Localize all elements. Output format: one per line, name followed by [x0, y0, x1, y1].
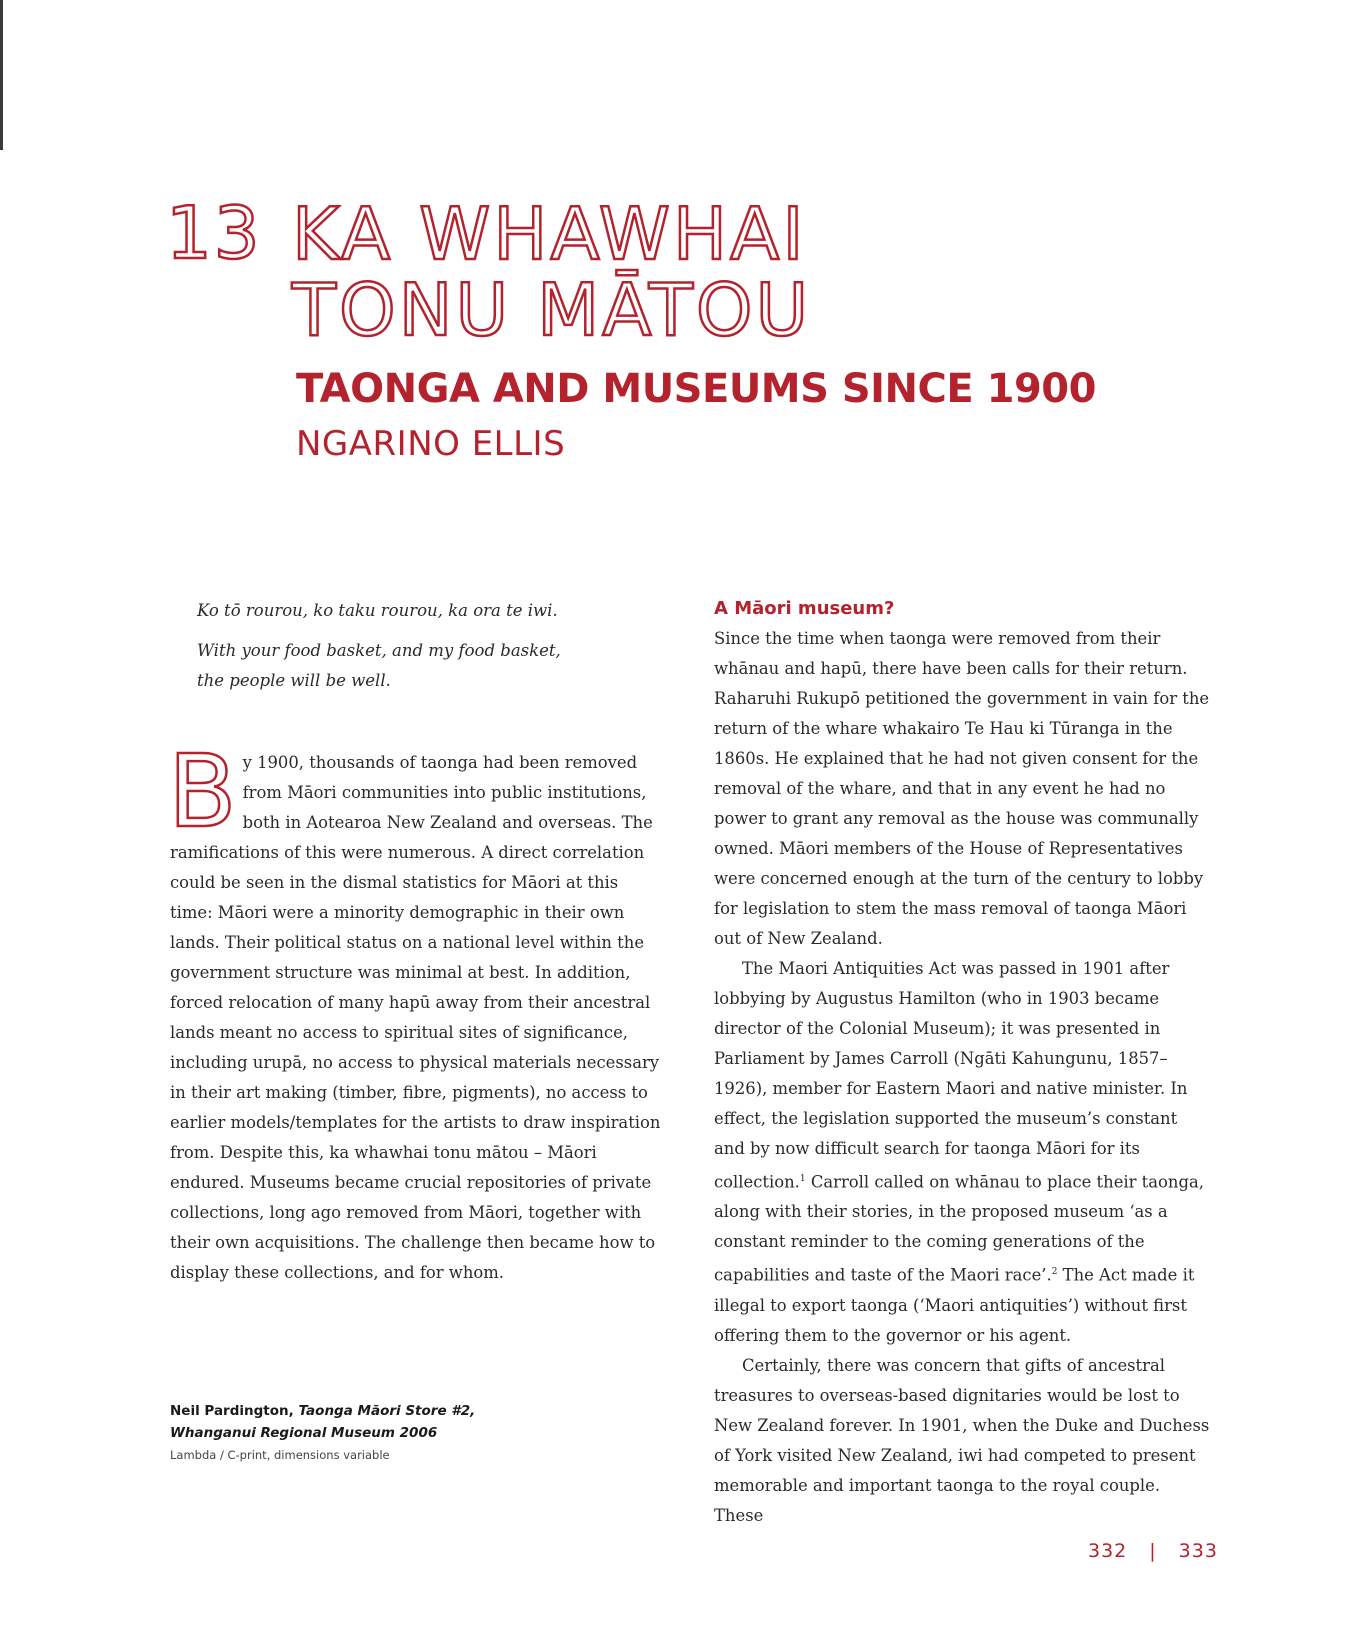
epigraph-english-line-1: With your food basket, and my food basket, — [197, 641, 561, 660]
right-column — [714, 594, 1212, 1531]
image-caption — [170, 1400, 590, 1466]
caption-work-title-a: Taonga Māori Store #2, — [298, 1403, 476, 1419]
epigraph-maori: Ko tō rourou, ko taku rourou, ka ora te iwi. — [197, 601, 558, 620]
page-number-right: 333 — [1178, 1540, 1218, 1562]
page-edge-mark — [0, 0, 3, 150]
drop-cap: B — [168, 733, 237, 850]
right-paragraph-3: Certainly, there was concern that gifts of ancestral treasures to overseas-based dignitaries would be lost to New Zealand forever. In 1901, when the Duke and Duchess of York visited New Zealand, iwi had competed to present memorable and important taonga to the royal couple. These — [714, 1355, 1210, 1525]
footnote-marker-2: 2 — [1051, 1267, 1058, 1278]
right-paragraph-2 — [714, 954, 1212, 1351]
footnote-marker-1: 1 — [799, 1174, 806, 1184]
epigraph-english-line-2: the people will be well. — [197, 671, 391, 690]
chapter-title-line-2: TONU MĀTOU — [292, 268, 812, 352]
intro-paragraph — [168, 733, 664, 1288]
right-paragraph-1: Since the time when taonga were removed from their whānau and hapū, there have been calls for their return. Raharuhi Rukupō petitioned the government in vain for the return of the whare whakairo Te Hau ki Tūranga in the 1860s. He explained that he had not given consent for the removal of the whare, and that in any event he had no power to grant any removal as the house was communally owned. Māori members of the House of Representatives were concerned enough at the turn of the century to lobby for legislation to stem the mass removal of taonga Māori out of New Zealand. — [714, 629, 1210, 948]
chapter-title — [292, 192, 1072, 352]
right-paragraph-2-c: The Act made it illegal to export taonga (‘Maori antiquities’) without first offering them to the governor or his agent. — [714, 1265, 1195, 1345]
section-heading: A Māori museum? — [714, 598, 895, 619]
right-paragraph-2-a: The Maori Antiquities Act was passed in 1901 after lobbying by Augustus Hamilton (who in 1903 became director of the Colonial Museum); it was presented in Parliament by James Carroll (Ngāti Kahungunu, 1857–1926), member for Eastern Maori and native minister. In effect, the legislation supported the museum’s constant and by now difficult search for taonga Māori for its collection. — [714, 959, 1188, 1192]
intro-text: y 1900, thousands of taonga had been removed from Māori communities into public institutions, both in Aotearoa New Zealand and overseas. The ramifications of this were numerous. A direct correlation could be seen in the dismal statistics for Māori at this time: Māori were a minority demographic in their own lands. Their political status on a national level within the government structure was minimal at best. In addition, forced relocation of many hapū away from their ancestral lands meant no access to spiritual sites of significance, including urupā, no access to physical materials necessary in their art making (timber, fibre, pigments), no access to earlier models/templates for the artists to draw inspiration from. Despite this, ka whawhai tonu mātou – Māori endured. Museums became crucial repositories of private collections, long ago removed from Māori, together with their own acquisitions. The challenge then became how to display these collections, and for whom. — [170, 753, 661, 1282]
page-number-left: 332 — [1088, 1540, 1128, 1562]
page-numbers — [1088, 1540, 1218, 1562]
caption-line-1 — [170, 1400, 590, 1422]
epigraph — [197, 596, 617, 706]
chapter-number: 13 — [166, 191, 262, 275]
chapter-title-line-1: KA WHAWHAI — [292, 192, 807, 276]
right-paragraph-2-b: Carroll called on whānau to place their taonga, along with their stories, in the proposed museum ‘as a constant reminder to the coming generations of the capabilities and taste of the Maori race’. — [714, 1172, 1204, 1285]
epigraph-english — [197, 636, 617, 696]
caption-work-title-b: Whanganui Regional Museum 2006 — [170, 1425, 438, 1441]
caption-artist: Neil Pardington, — [170, 1403, 294, 1419]
chapter-author: NGARINO ELLIS — [296, 424, 566, 464]
intro-body — [168, 733, 664, 1288]
chapter-subtitle: TAONGA AND MUSEUMS SINCE 1900 — [296, 366, 1096, 412]
page-number-separator: | — [1149, 1540, 1157, 1562]
caption-medium: Lambda / C-print, dimensions variable — [170, 1448, 390, 1462]
